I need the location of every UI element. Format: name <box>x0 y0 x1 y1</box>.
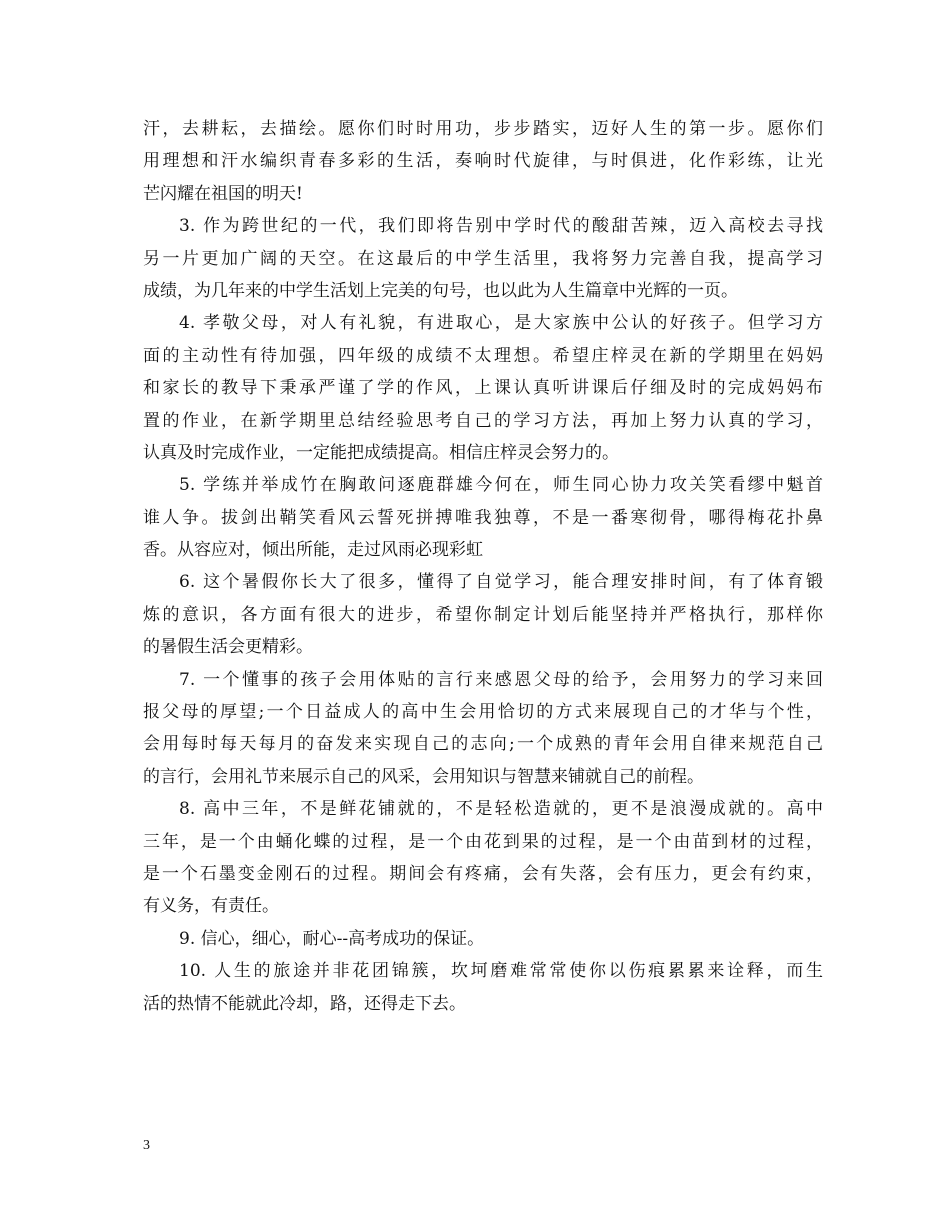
body-text <box>143 113 823 1020</box>
text-line: 三年，是一个由蛹化蝶的过程，是一个由花到果的过程，是一个由苗到材的过程， <box>143 831 823 852</box>
paragraph-start-5: 5. 学练并举成竹在胸敢问逐鹿群雄今何在，师生同心协力攻关笑看缪中魁首 <box>179 475 823 496</box>
text-line: 的言行，会用礼节来展示自己的风采，会用知识与智慧来铺就自己的前程。 <box>143 766 704 787</box>
text-line: 置的作业，在新学期里总结经验思考自己的学习方法，再加上努力认真的学习， <box>143 410 823 431</box>
text-line: 炼的意识，各方面有很大的进步，希望你制定计划后能坚持并严格执行，那样你 <box>143 604 823 625</box>
text-line: 用理想和汗水编织青春多彩的生活，奏响时代旋律，与时俱进，化作彩练，让光 <box>143 151 823 172</box>
text-line: 另一片更加广阔的天空。在这最后的中学生活里，我将努力完善自我，提高学习 <box>143 248 823 269</box>
text-line: 报父母的厚望;一个日益成人的高中生会用恰切的方式来展现自己的才华与个性， <box>143 702 823 723</box>
text-line: 会用每时每天每月的奋发来实现自己的志向;一个成熟的青年会用自律来规范自己 <box>143 734 823 755</box>
text-line: 有义务，有责任。 <box>143 896 279 917</box>
paragraph-start-7: 7. 一个懂事的孩子会用体贴的言行来感恩父母的给予，会用努力的学习来回 <box>179 669 823 690</box>
paragraph-start-8: 8. 高中三年，不是鲜花铺就的，不是轻松造就的，更不是浪漫成就的。高中 <box>179 799 823 820</box>
text-line: 芒闪耀在祖国的明天! <box>143 183 303 204</box>
text-line: 香。从容应对，倾出所能，走过风雨必现彩虹 <box>143 540 483 561</box>
text-line: 谁人争。拔剑出鞘笑看风云誓死拼搏唯我独尊，不是一番寒彻骨，哪得梅花扑鼻 <box>143 507 823 528</box>
paragraph-start-9: 9. 信心，细心，耐心--高考成功的保证。 <box>179 928 485 949</box>
page-number: 3 <box>143 1138 150 1153</box>
text-line: 认真及时完成作业，一定能把成绩提高。相信庄梓灵会努力的。 <box>143 442 619 463</box>
paragraph-start-4: 4. 孝敬父母，对人有礼貌，有进取心，是大家族中公认的好孩子。但学习方 <box>179 313 823 334</box>
text-line: 面的主动性有待加强，四年级的成绩不太理想。希望庄梓灵在新的学期里在妈妈 <box>143 345 823 366</box>
text-line: 活的热情不能就此冷却，路，还得走下去。 <box>143 993 466 1014</box>
text-line: 汗，去耕耘，去描绘。愿你们时时用功，步步踏实，迈好人生的第一步。愿你们 <box>143 119 823 139</box>
paragraph-start-6: 6. 这个暑假你长大了很多，懂得了自觉学习，能合理安排时间，有了体育锻 <box>179 572 823 593</box>
text-line: 是一个石墨变金刚石的过程。期间会有疼痛，会有失落，会有压力，更会有约束， <box>143 863 823 884</box>
text-line: 的暑假生活会更精彩。 <box>143 637 313 658</box>
text-line: 成绩，为几年来的中学生活划上完美的句号，也以此为人生篇章中光辉的一页。 <box>143 280 738 301</box>
text-line: 和家长的教导下秉承严谨了学的作风，上课认真听讲课后仔细及时的完成妈妈布 <box>143 378 823 399</box>
paragraph-start-10: 10. 人生的旅途并非花团锦簇，坎坷磨难常常使你以伤痕累累来诠释，而生 <box>179 961 823 982</box>
paragraph-start-3: 3. 作为跨世纪的一代，我们即将告别中学时代的酸甜苦辣，迈入高校去寻找 <box>179 216 823 237</box>
